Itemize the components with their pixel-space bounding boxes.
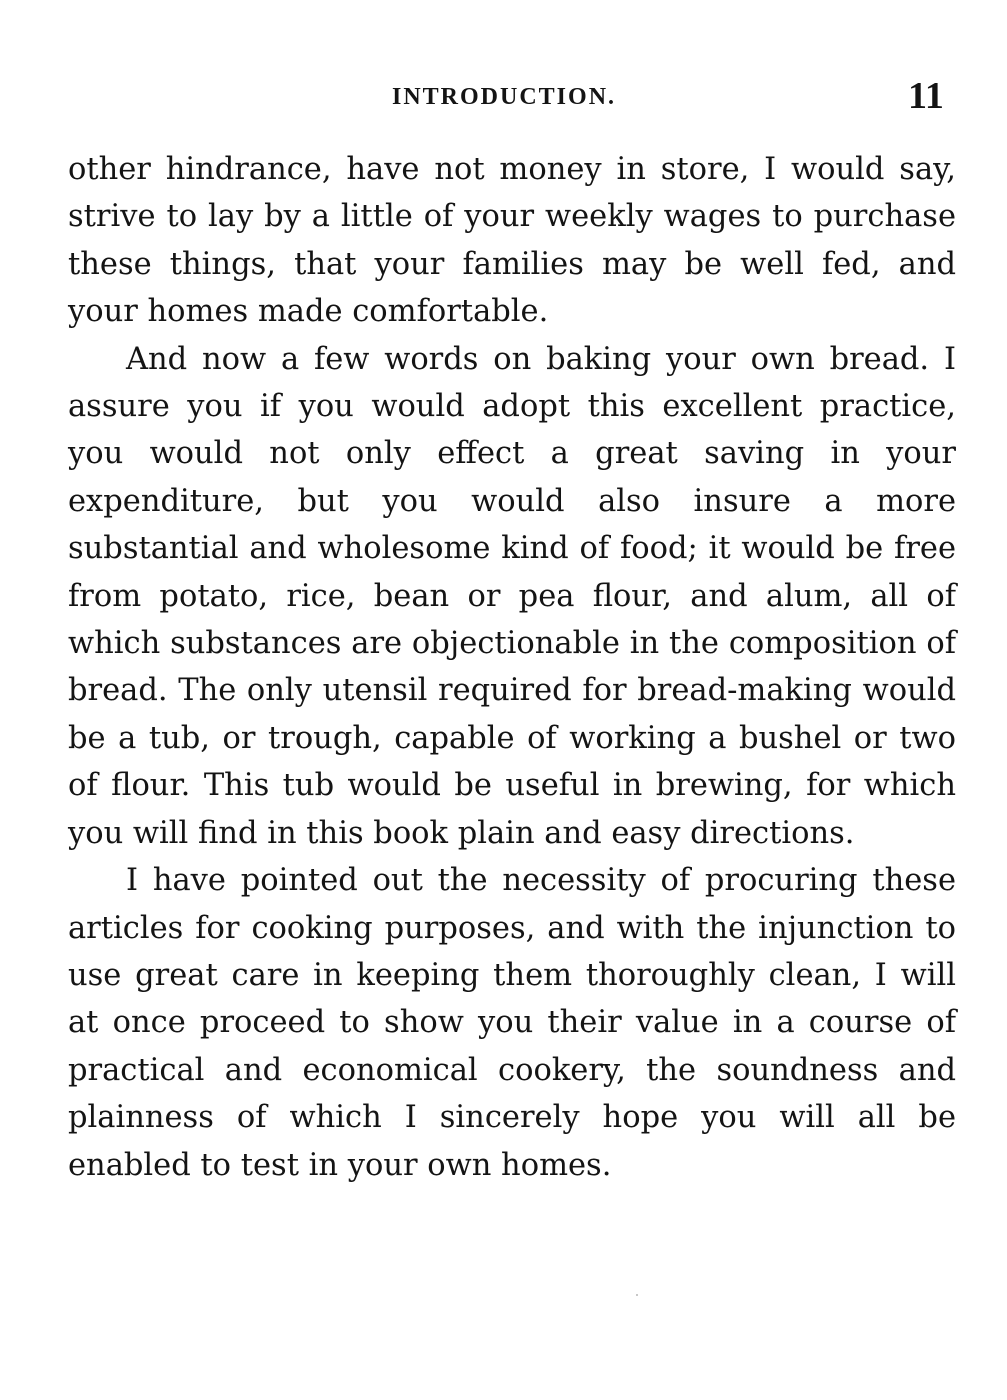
- paragraph-bread-baking: And now a few words on baking your own bread. I assure you if you would adopt this excellent practice, you would not only effect a great saving in your expenditure, but you would also insure a more substantial and wholesome kind of food; it would be free from potato, rice, bean or pea flour, and alum, all of which substances are objectionable in the composition of bread. The only utensil required for bread-making would be a tub, or trough, capable of working a bushel or two of flour. This tub would be useful in brewing, for which you will find in this book plain and easy directions.: [68, 341, 956, 851]
- running-head: [0, 74, 1007, 124]
- paper-speck: [636, 1294, 638, 1296]
- body-text: [68, 146, 956, 1189]
- paragraph-continuation: other hindrance, have not money in store, I would say, strive to lay by a little of your weekly wages to purchase these things, that your families may be well fed, and your homes made comfortable.: [68, 152, 956, 330]
- page-number: 11: [908, 75, 944, 117]
- paragraph-closing: I have pointed out the necessity of procuring these articles for cooking purposes, and with the injunction to use great care in keeping them thoroughly clean, I will at once proceed to show you their value in a course of practical and economical cookery, the soundness and plainness of which I sincerely hope you will all be enabled to test in your own homes.: [68, 863, 956, 1183]
- running-title: INTRODUCTION.: [392, 84, 617, 110]
